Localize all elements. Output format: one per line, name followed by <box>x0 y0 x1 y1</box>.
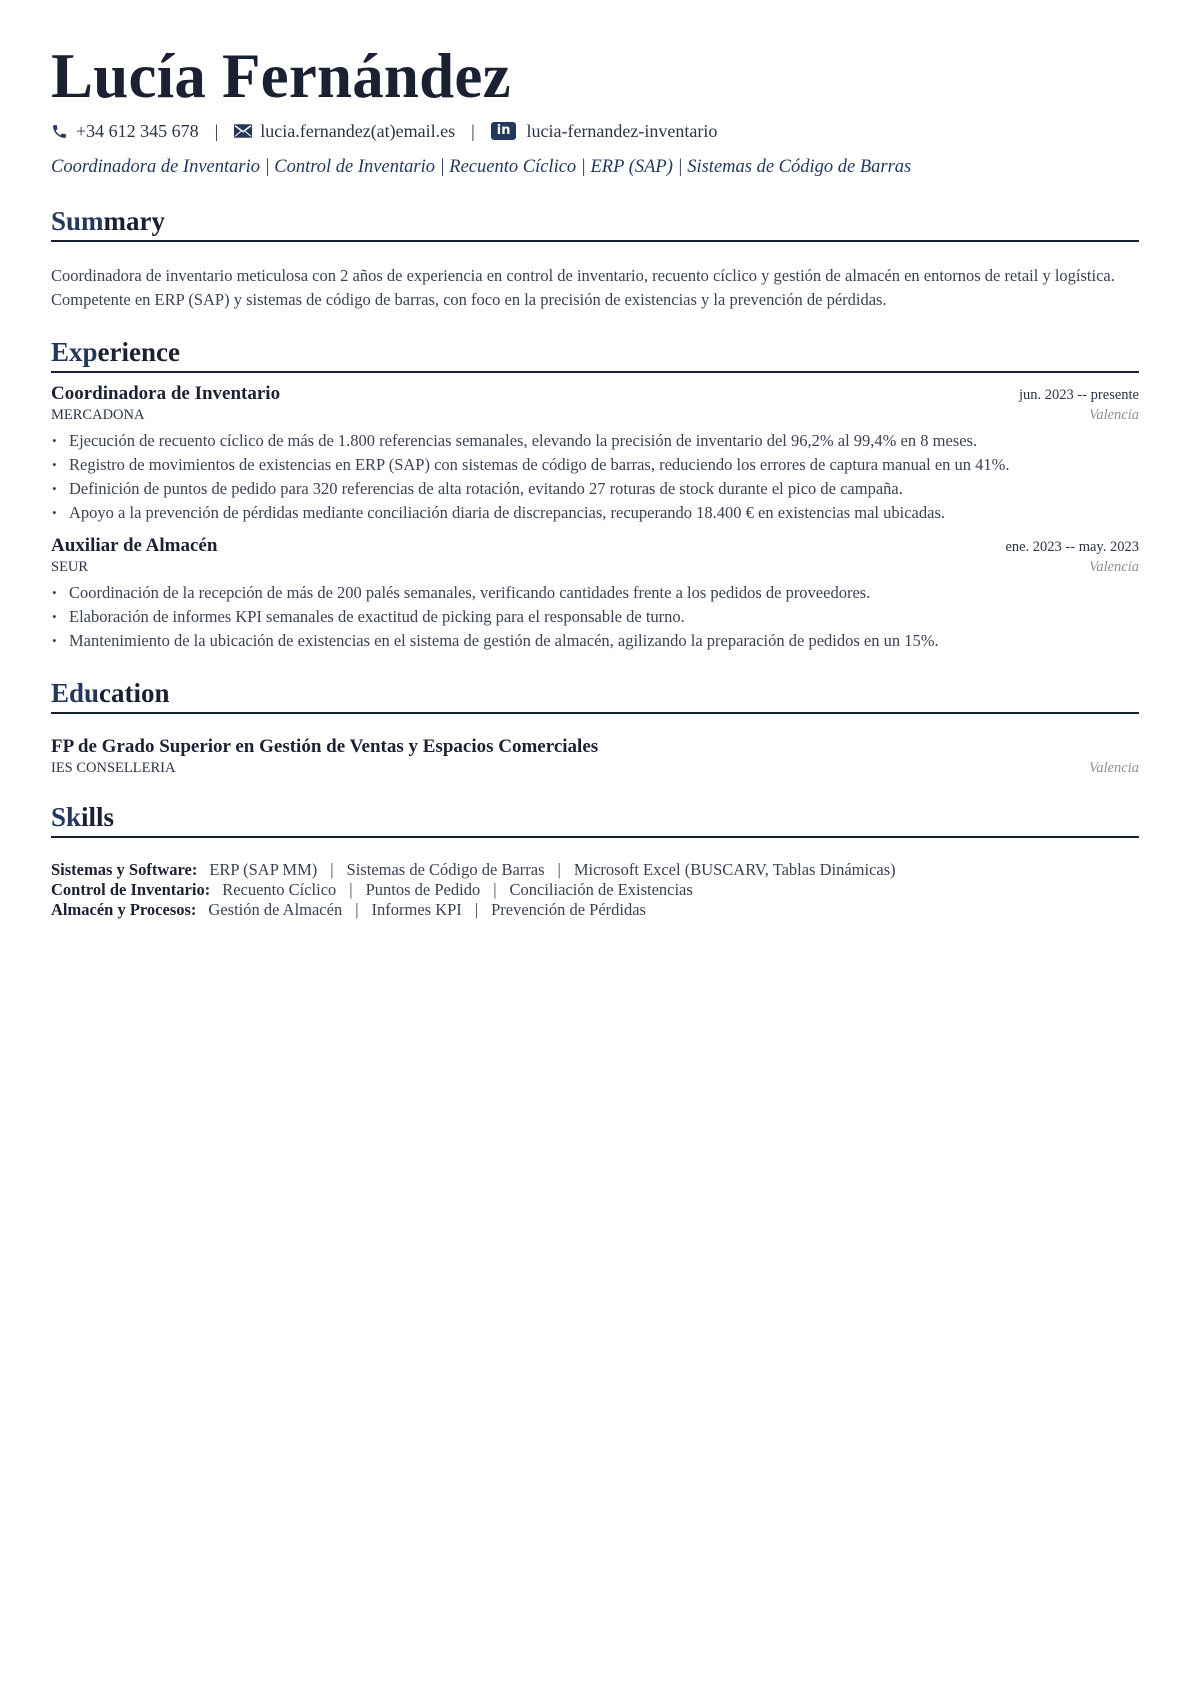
bullet-item: • Definición de puntos de pedido para 320 referencias de alta rotación, evitando 27 roturas de stock durante el pico de campaña. <box>51 477 1139 501</box>
job-bullets <box>51 429 1139 525</box>
skill-item: Gestión de Almacén <box>208 900 343 919</box>
section-title-summary: Summary <box>51 206 166 236</box>
job-location: Valencia <box>1089 407 1139 423</box>
skill-category: Sistemas y Software: <box>51 860 198 879</box>
bullet-item: • Coordinación de la recepción de más de 200 palés semanales, verificando cantidades frente a los pedidos de proveedores. <box>51 581 1139 605</box>
bullet-item: • Elaboración de informes KPI semanales de exactitud de picking para el responsable de turno. <box>51 605 1139 629</box>
job-location: Valencia <box>1089 559 1139 575</box>
education-entry <box>51 736 1139 777</box>
contact-linkedin <box>491 121 718 142</box>
skills-list <box>51 860 1139 920</box>
section-divider <box>51 371 1139 373</box>
job-entry <box>51 383 1139 525</box>
skill-separator: | <box>355 900 359 919</box>
skill-separator: | <box>493 880 497 899</box>
skill-separator: | <box>330 860 334 879</box>
linkedin-icon: in <box>491 122 517 140</box>
skills-section <box>51 801 1139 920</box>
skill-separator: | <box>349 880 353 899</box>
job-dates: ene. 2023 -- may. 2023 <box>1005 539 1139 555</box>
skill-row <box>51 900 1139 920</box>
education-section <box>51 677 1139 777</box>
skill-separator: | <box>557 860 561 879</box>
phone-icon <box>51 123 68 140</box>
contact-line <box>51 120 1139 142</box>
last-name: Fernández <box>221 41 511 111</box>
experience-section <box>51 336 1139 653</box>
skill-category: Almacén y Procesos: <box>51 900 197 919</box>
envelope-icon <box>234 124 252 138</box>
contact-separator: | <box>214 120 219 141</box>
skill-category: Control de Inventario: <box>51 880 211 899</box>
skill-row <box>51 860 1139 880</box>
contact-separator: | <box>471 120 475 141</box>
section-divider <box>51 240 1139 242</box>
first-name: Lucía <box>51 41 207 111</box>
skill-separator: | <box>474 900 479 919</box>
job-bullets <box>51 581 1139 653</box>
job-company: MERCADONA <box>51 407 145 423</box>
contact-phone <box>51 121 199 142</box>
bullet-item: • Mantenimiento de la ubicación de existencias en el sistema de gestión de almacén, agilizando la preparación de pedidos en un 15%. <box>51 629 1139 653</box>
linkedin-link[interactable]: lucia-fernandez-inventario <box>526 120 718 141</box>
skill-item: Microsoft Excel (BUSCARV, Tablas Dinámicas) <box>573 860 896 879</box>
phone-text[interactable]: +34 612 345 678 <box>76 120 199 141</box>
tagline: Coordinadora de Inventario | Control de Inventario | Recuento Cíclico | ERP (SAP) | Sistemas de Código de Barras <box>51 157 912 177</box>
section-title-education: Education <box>51 678 170 708</box>
skill-item: Conciliación de Existencias <box>509 880 693 899</box>
skill-row <box>51 880 1139 900</box>
skill-item: Prevención de Pérdidas <box>491 900 646 919</box>
section-divider <box>51 712 1139 714</box>
job-title: Auxiliar de Almacén <box>51 535 218 556</box>
job-company: SEUR <box>51 559 89 575</box>
bullet-item: • Apoyo a la prevención de pérdidas mediante conciliación diaria de discrepancias, recuperando 18.400 € en existencias mal ubicadas. <box>51 501 1139 525</box>
contact-email <box>234 121 455 142</box>
school-name: IES CONSELLERIA <box>51 760 176 776</box>
candidate-name <box>51 40 1139 112</box>
skill-item: ERP (SAP MM) <box>209 860 318 879</box>
summary-text: Coordinadora de inventario meticulosa con 2 años de experiencia en control de inventario, recuento cíclico y gestión de almacén en entornos de retail y logística. Competente en ERP (SAP) y sistemas de código de barras, con foco en la precisión de existencias y la prevención de pérdidas. <box>51 266 1115 309</box>
summary-section <box>51 205 1139 312</box>
email-link[interactable]: lucia.fernandez(at)email.es <box>260 120 456 141</box>
section-title-skills: Skills <box>51 802 115 832</box>
bullet-item: • Ejecución de recuento cíclico de más de 1.800 referencias semanales, elevando la precisión de inventario del 96,2% al 99,4% en 8 meses. <box>51 429 1139 453</box>
job-dates: jun. 2023 -- presente <box>1019 387 1139 403</box>
skill-item: Puntos de Pedido <box>365 880 481 899</box>
degree-title: FP de Grado Superior en Gestión de Ventas y Espacios Comerciales <box>51 736 599 757</box>
bullet-item: • Registro de movimientos de existencias en ERP (SAP) con sistemas de código de barras, reduciendo los errores de captura manual en un 41%. <box>51 453 1139 477</box>
section-title-experience: Experience <box>51 337 180 367</box>
skill-item: Sistemas de Código de Barras <box>346 860 545 879</box>
skill-item: Informes KPI <box>371 900 462 919</box>
section-divider <box>51 836 1139 838</box>
skill-item: Recuento Cíclico <box>222 880 337 899</box>
job-title: Coordinadora de Inventario <box>51 383 281 404</box>
job-entry <box>51 535 1139 653</box>
school-location: Valencia <box>1089 760 1139 776</box>
